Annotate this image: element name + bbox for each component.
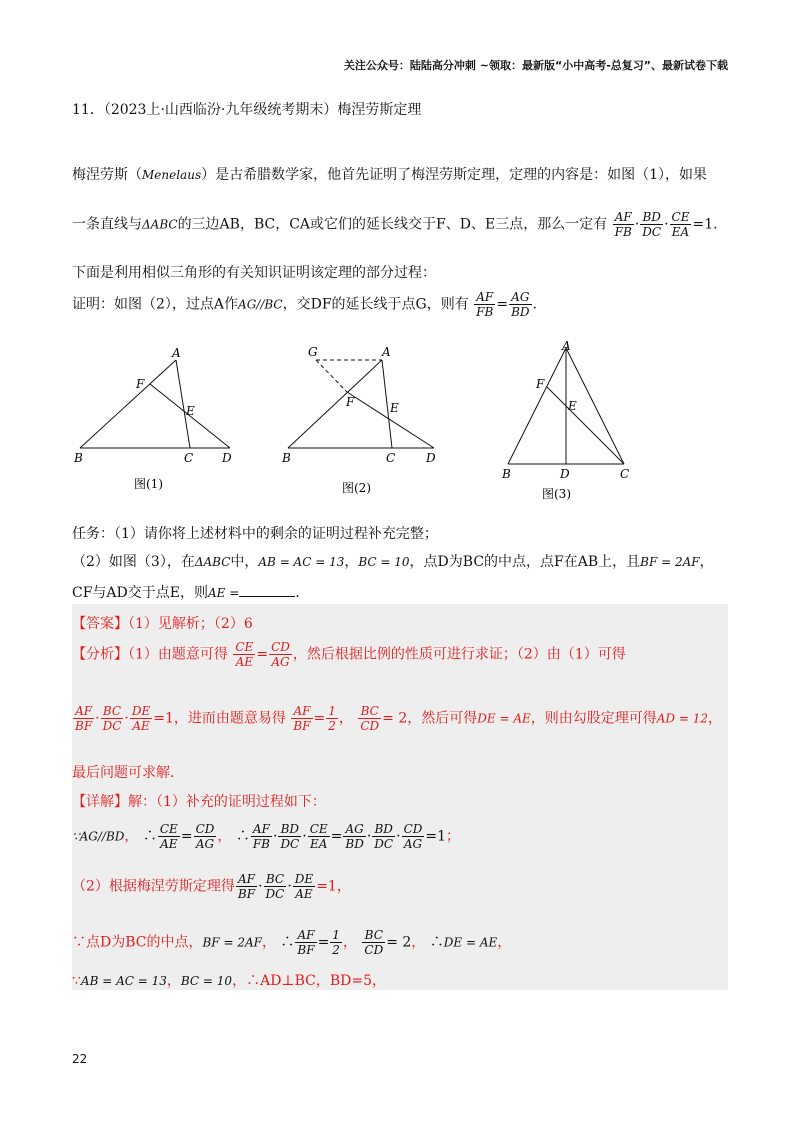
label-a: A	[562, 340, 571, 353]
label-b: B	[502, 467, 511, 481]
analysis-line-1: 【分析】（1）由题意可得 $\frac{CE}{AE}$ = $\frac{CD}{AG}$ ，然后根据比例的性质可进行求证；（2）由（1）可得	[72, 640, 626, 669]
label-g: G	[308, 345, 318, 359]
bc-10: BC = 10	[358, 555, 410, 569]
label-c: C	[386, 451, 396, 465]
intro-text: 一条直线与	[72, 216, 142, 233]
fig3-caption: 图(3)	[542, 487, 571, 501]
answer-label: 【答案】	[72, 616, 128, 632]
figures-svg	[70, 340, 650, 508]
page-header: 关注公众号：陆陆高分冲刺 ~领取：最新版“小中高考-总复习”、最新试卷下载	[343, 59, 728, 72]
label-b: B	[74, 451, 83, 465]
intro-line-3: 下面是利用相似三角形的有关知识证明该定理的部分过程：	[72, 265, 436, 281]
intro-text: 梅涅劳斯（	[72, 167, 142, 183]
intro-text: ）是古希腊数学家，他首先证明了梅涅劳斯定理，定理的内容是：如图（1），如果	[201, 167, 708, 183]
proof-text: 证明：如图（2），过点A作	[72, 296, 239, 313]
detail-label: 【详解】	[72, 794, 128, 810]
label-d: D	[426, 451, 436, 465]
answer-text: （1）见解析；（2）6	[128, 616, 253, 632]
label-f: F	[536, 377, 545, 391]
menelaus-name: Menelaus	[142, 168, 202, 182]
label-d: D	[222, 451, 232, 465]
page-number: 22	[72, 1052, 88, 1066]
detail-line-1: 【详解】解：（1）补充的证明过程如下：	[72, 794, 326, 810]
triangle-abc: ΔABC	[142, 217, 178, 232]
fraction-ce-ea: $\frac{CE}{EA}$	[671, 210, 690, 239]
answer-line	[72, 613, 253, 633]
detail-line-4: ∵点D为BC的中点，BF = 2AF， ∴ $\frac{AF}{BF}$ = $\frac{1}{2}$ ， $\frac{BC}{CD}$ = 2， ∴DE = AE，	[72, 928, 512, 957]
triangle-abc: ΔABC	[194, 555, 231, 569]
label-b: B	[282, 451, 291, 465]
ag-parallel-bc: AG//BC	[238, 297, 283, 312]
task-line-1: 任务：（1）请你将上述材料中的剩余的证明过程补充完整；	[72, 526, 438, 542]
label-f: F	[136, 377, 145, 391]
task-line-2: （2）如图（3），在ΔABC中，AB = AC = 13，BC = 10，点D为BC的中点，点F在AB上，且BF = 2AF，	[72, 554, 714, 570]
label-e: E	[186, 404, 195, 418]
problem-title	[72, 99, 421, 119]
problem-source: （2023上·山西临汾·九年级统考期末）梅涅劳斯定理	[103, 102, 422, 118]
equals-one: =1.	[692, 216, 718, 233]
label-d: D	[560, 467, 570, 481]
detail-line-5: ∵AB = AC = 13，BC = 10，∴AD⊥BC，BD=5，	[72, 973, 386, 989]
detail-line-2: ∵AG//BD， ∴ $\frac{CE}{AE}$ = $\frac{CD}{AG}$ ， ∴ $\frac{AF}{FB}$ · $\frac{BD}{DC}$ · $\frac{CE}{EA}$ = $\frac{AG}{BD}$ · $\frac{BD}{DC}$ · $\frac{CD}{AG}$ =1；	[72, 822, 461, 851]
label-c: C	[620, 467, 630, 481]
analysis-line-3: 最后问题可求解.	[72, 765, 175, 781]
bf-2af: BF = 2AF	[640, 555, 700, 569]
analysis-line-2: $\frac{AF}{BF}$ · $\frac{BC}{DC}$ · $\frac{DE}{AE}$ =1，进而由题意易得 $\frac{AF}{BF}$ = $\frac{1}{2}$ ， $\frac{BC}{CD}$ = 2，然后可得DE = AE，则由勾股定理可得AD = 12，	[75, 704, 722, 733]
intro-text: 的三边AB，BC，CA或它们的延长线交于F、D、E三点，那么一定有	[177, 216, 608, 233]
fraction-ag-bd: $\frac{AG}{BD}$	[511, 290, 530, 319]
detail-line-3: （2）根据梅涅劳斯定理得 $\frac{AF}{BF}$ · $\frac{BC}{DC}$ · $\frac{DE}{AE}$ =1，	[72, 872, 351, 901]
label-e: E	[390, 401, 399, 415]
answer-blank[interactable]	[239, 596, 295, 597]
label-a: A	[172, 346, 181, 360]
fraction-bd-dc: $\frac{BD}{DC}$	[642, 210, 662, 239]
proof-text: ，交DF的延长线于点G，则有	[282, 296, 469, 313]
ae-equals: AE =	[207, 586, 240, 600]
label-a: A	[382, 345, 391, 359]
ab-ac-13: AB = AC = 13	[258, 555, 345, 569]
intro-line-2: 一条直线与ΔABC的三边AB，BC，CA或它们的延长线交于F、D、E三点，那么一定有 $\frac{AF}{FB}$ · $\frac{BD}{DC}$ · $\frac{CE}{EA}$ =1.	[72, 210, 718, 239]
intro-line-1	[72, 164, 707, 184]
fraction-af-fb: $\frac{AF}{FB}$	[614, 210, 632, 239]
fig2-caption: 图(2)	[342, 481, 371, 495]
label-c: C	[184, 451, 194, 465]
fig1-caption: 图(1)	[134, 477, 163, 491]
fraction-af-fb: $\frac{AF}{FB}$	[476, 290, 494, 319]
problem-number: 11．	[72, 102, 104, 118]
analysis-label: 【分析】	[72, 646, 128, 663]
label-e: E	[568, 399, 577, 413]
label-f: F	[346, 395, 355, 409]
proof-line: 证明：如图（2），过点A作AG//BC，交DF的延长线于点G，则有 $\frac{AF}{FB}$ = $\frac{AG}{BD}$ .	[72, 290, 537, 319]
task-line-3: CF与AD交于点E，则AE = .	[72, 585, 300, 601]
